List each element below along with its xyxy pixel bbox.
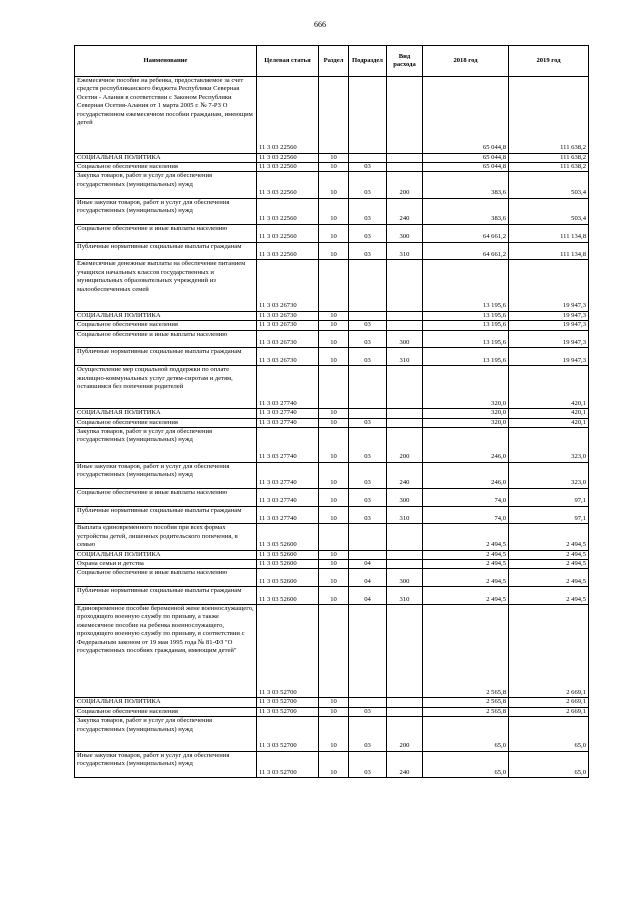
row-2019-value-cell: 2 494,5 xyxy=(509,559,589,568)
row-target-article-cell: 11 3 03 22560 xyxy=(257,77,319,154)
table-row xyxy=(75,163,589,172)
table-row xyxy=(75,311,589,320)
row-section-cell: 10 xyxy=(319,330,349,348)
row-target-article-cell: 11 3 03 52700 xyxy=(257,717,319,752)
row-name-cell: Иные закупки товаров, работ и услуг для обеспечения государственных (муниципальных) нужд xyxy=(75,462,257,488)
table-row xyxy=(75,418,589,427)
row-name-cell: Социальное обеспечение и иные выплаты населению xyxy=(75,488,257,506)
row-expense-type-cell xyxy=(387,311,423,320)
row-section-cell: 10 xyxy=(319,707,349,716)
row-2019-value-cell: 323,0 xyxy=(509,462,589,488)
row-2018-value-cell: 320,0 xyxy=(423,418,509,427)
row-target-article-cell: 11 3 03 27740 xyxy=(257,427,319,462)
row-expense-type-cell: 200 xyxy=(387,172,423,198)
table-row xyxy=(75,751,589,777)
row-2018-value-cell: 13 195,6 xyxy=(423,260,509,311)
row-section-cell: 10 xyxy=(319,569,349,587)
row-name-cell: Публичные нормативные социальные выплаты гражданам xyxy=(75,506,257,524)
row-subsection-cell xyxy=(349,366,387,409)
row-2019-value-cell: 97,1 xyxy=(509,506,589,524)
row-2019-value-cell: 19 947,3 xyxy=(509,311,589,320)
row-2018-value-cell: 383,6 xyxy=(423,172,509,198)
table-row xyxy=(75,260,589,311)
row-target-article-cell: 11 3 03 26730 xyxy=(257,321,319,330)
row-name-cell: СОЦИАЛЬНАЯ ПОЛИТИКА xyxy=(75,153,257,162)
header-section: Раздел xyxy=(319,46,349,77)
row-subsection-cell: 03 xyxy=(349,163,387,172)
row-section-cell: 10 xyxy=(319,751,349,777)
row-expense-type-cell xyxy=(387,153,423,162)
row-section-cell: 10 xyxy=(319,717,349,752)
row-name-cell: Социальное обеспечение и иные выплаты населению xyxy=(75,224,257,242)
row-name-cell: СОЦИАЛЬНАЯ ПОЛИТИКА xyxy=(75,698,257,707)
row-2018-value-cell: 65 044,8 xyxy=(423,153,509,162)
row-subsection-cell: 03 xyxy=(349,198,387,224)
table-row xyxy=(75,242,589,260)
row-2019-value-cell: 65,0 xyxy=(509,751,589,777)
row-subsection-cell: 03 xyxy=(349,751,387,777)
row-section-cell: 10 xyxy=(319,163,349,172)
row-subsection-cell: 03 xyxy=(349,172,387,198)
row-target-article-cell: 11 3 03 52600 xyxy=(257,569,319,587)
row-2019-value-cell: 19 947,3 xyxy=(509,330,589,348)
table-row xyxy=(75,717,589,752)
table-row xyxy=(75,198,589,224)
budget-table xyxy=(74,45,589,778)
row-name-cell: Закупка товаров, работ и услуг для обеспечения государственных (муниципальных) нужд xyxy=(75,717,257,752)
row-2018-value-cell: 13 195,6 xyxy=(423,330,509,348)
row-2019-value-cell: 503,4 xyxy=(509,198,589,224)
row-expense-type-cell: 300 xyxy=(387,224,423,242)
row-2019-value-cell: 97,1 xyxy=(509,488,589,506)
row-section-cell: 10 xyxy=(319,698,349,707)
row-expense-type-cell xyxy=(387,260,423,311)
row-name-cell: Социальное обеспечение населения xyxy=(75,163,257,172)
row-2018-value-cell: 64 661,2 xyxy=(423,224,509,242)
table-row xyxy=(75,550,589,559)
row-2019-value-cell: 420,1 xyxy=(509,366,589,409)
row-subsection-cell: 04 xyxy=(349,569,387,587)
row-2018-value-cell: 65,0 xyxy=(423,751,509,777)
table-row xyxy=(75,427,589,462)
row-section-cell: 10 xyxy=(319,311,349,320)
table-row xyxy=(75,77,589,154)
row-target-article-cell: 11 3 03 22560 xyxy=(257,224,319,242)
row-subsection-cell xyxy=(349,260,387,311)
row-name-cell: Социальное обеспечение и иные выплаты населению xyxy=(75,330,257,348)
row-section-cell: 10 xyxy=(319,587,349,605)
row-name-cell: Публичные нормативные социальные выплаты гражданам xyxy=(75,242,257,260)
row-name-cell: Иные закупки товаров, работ и услуг для обеспечения государственных (муниципальных) нужд xyxy=(75,751,257,777)
row-target-article-cell: 11 3 03 27740 xyxy=(257,418,319,427)
row-section-cell: 10 xyxy=(319,427,349,462)
table-row xyxy=(75,172,589,198)
row-target-article-cell: 11 3 03 52600 xyxy=(257,550,319,559)
table-row xyxy=(75,462,589,488)
row-target-article-cell: 11 3 03 27740 xyxy=(257,462,319,488)
row-section-cell: 10 xyxy=(319,224,349,242)
row-subsection-cell: 03 xyxy=(349,418,387,427)
row-subsection-cell: 04 xyxy=(349,559,387,568)
row-2018-value-cell: 2 494,5 xyxy=(423,569,509,587)
row-2019-value-cell: 323,0 xyxy=(509,427,589,462)
row-subsection-cell xyxy=(349,153,387,162)
row-section-cell xyxy=(319,524,349,550)
row-name-cell: Закупка товаров, работ и услуг для обеспечения государственных (муниципальных) нужд xyxy=(75,172,257,198)
row-subsection-cell xyxy=(349,550,387,559)
row-2018-value-cell: 246,0 xyxy=(423,462,509,488)
row-expense-type-cell xyxy=(387,604,423,697)
row-expense-type-cell: 240 xyxy=(387,751,423,777)
row-2018-value-cell: 2 494,5 xyxy=(423,524,509,550)
row-name-cell: Охрана семьи и детства xyxy=(75,559,257,568)
row-expense-type-cell: 240 xyxy=(387,198,423,224)
row-2019-value-cell: 420,1 xyxy=(509,418,589,427)
row-target-article-cell: 11 3 03 52700 xyxy=(257,604,319,697)
row-subsection-cell xyxy=(349,524,387,550)
row-2019-value-cell: 2 669,1 xyxy=(509,698,589,707)
row-subsection-cell xyxy=(349,311,387,320)
table-row xyxy=(75,348,589,366)
row-2018-value-cell: 320,0 xyxy=(423,366,509,409)
row-2018-value-cell: 2 494,5 xyxy=(423,587,509,605)
row-2018-value-cell: 2 565,8 xyxy=(423,698,509,707)
row-section-cell: 10 xyxy=(319,488,349,506)
row-section-cell: 10 xyxy=(319,153,349,162)
header-year-2019: 2019 год xyxy=(509,46,589,77)
page-number: 666 xyxy=(314,20,326,29)
row-expense-type-cell xyxy=(387,524,423,550)
row-section-cell xyxy=(319,260,349,311)
row-expense-type-cell: 200 xyxy=(387,427,423,462)
row-2019-value-cell: 111 134,8 xyxy=(509,242,589,260)
row-2018-value-cell: 2 565,8 xyxy=(423,604,509,697)
table-row xyxy=(75,506,589,524)
row-2019-value-cell: 2 669,1 xyxy=(509,707,589,716)
row-target-article-cell: 11 3 03 27740 xyxy=(257,488,319,506)
row-expense-type-cell: 300 xyxy=(387,569,423,587)
row-target-article-cell: 11 3 03 27740 xyxy=(257,506,319,524)
row-subsection-cell: 03 xyxy=(349,506,387,524)
row-expense-type-cell: 240 xyxy=(387,462,423,488)
table-row xyxy=(75,330,589,348)
row-section-cell: 10 xyxy=(319,462,349,488)
row-expense-type-cell xyxy=(387,366,423,409)
table-row xyxy=(75,409,589,418)
table-row xyxy=(75,224,589,242)
row-target-article-cell: 11 3 03 52600 xyxy=(257,559,319,568)
row-section-cell: 10 xyxy=(319,172,349,198)
row-target-article-cell: 11 3 03 52600 xyxy=(257,587,319,605)
row-expense-type-cell: 200 xyxy=(387,717,423,752)
row-2019-value-cell: 111 638,2 xyxy=(509,163,589,172)
row-2018-value-cell: 13 195,6 xyxy=(423,321,509,330)
row-2019-value-cell: 2 494,5 xyxy=(509,587,589,605)
header-subsection: Подраздел xyxy=(349,46,387,77)
row-2018-value-cell: 320,0 xyxy=(423,409,509,418)
row-section-cell: 10 xyxy=(319,242,349,260)
row-section-cell: 10 xyxy=(319,198,349,224)
table-row xyxy=(75,321,589,330)
row-expense-type-cell xyxy=(387,550,423,559)
row-target-article-cell: 11 3 03 22560 xyxy=(257,172,319,198)
row-section-cell: 10 xyxy=(319,506,349,524)
row-subsection-cell: 03 xyxy=(349,330,387,348)
row-2019-value-cell: 65,0 xyxy=(509,717,589,752)
row-section-cell: 10 xyxy=(319,409,349,418)
table-row xyxy=(75,698,589,707)
row-name-cell: Социальное обеспечение населения xyxy=(75,707,257,716)
row-subsection-cell: 03 xyxy=(349,488,387,506)
row-target-article-cell: 11 3 03 52600 xyxy=(257,524,319,550)
row-2019-value-cell: 420,1 xyxy=(509,409,589,418)
row-target-article-cell: 11 3 03 22560 xyxy=(257,153,319,162)
row-subsection-cell: 03 xyxy=(349,348,387,366)
row-name-cell: Социальное обеспечение и иные выплаты населению xyxy=(75,569,257,587)
row-expense-type-cell: 310 xyxy=(387,587,423,605)
row-section-cell xyxy=(319,366,349,409)
row-target-article-cell: 11 3 03 22560 xyxy=(257,242,319,260)
row-subsection-cell: 03 xyxy=(349,321,387,330)
table-row xyxy=(75,524,589,550)
row-subsection-cell: 03 xyxy=(349,717,387,752)
row-2018-value-cell: 246,0 xyxy=(423,427,509,462)
row-2018-value-cell: 65 044,8 xyxy=(423,77,509,154)
row-expense-type-cell xyxy=(387,409,423,418)
table-row xyxy=(75,604,589,697)
row-expense-type-cell: 310 xyxy=(387,348,423,366)
row-2018-value-cell: 74,0 xyxy=(423,488,509,506)
row-name-cell: Осуществление мер социальной поддержки по оплате жилищно-коммунальных услуг детям-сиротам и детям, оставшимся без попечения родителей xyxy=(75,366,257,409)
row-subsection-cell: 03 xyxy=(349,462,387,488)
row-name-cell: Социальное обеспечение населения xyxy=(75,321,257,330)
table-row xyxy=(75,366,589,409)
row-section-cell xyxy=(319,77,349,154)
row-2018-value-cell: 64 661,2 xyxy=(423,242,509,260)
table-row xyxy=(75,707,589,716)
row-expense-type-cell xyxy=(387,418,423,427)
row-target-article-cell: 11 3 03 52700 xyxy=(257,751,319,777)
row-expense-type-cell: 310 xyxy=(387,506,423,524)
row-subsection-cell: 04 xyxy=(349,587,387,605)
row-section-cell: 10 xyxy=(319,559,349,568)
row-name-cell: Публичные нормативные социальные выплаты гражданам xyxy=(75,348,257,366)
row-target-article-cell: 11 3 03 52700 xyxy=(257,707,319,716)
row-name-cell: Закупка товаров, работ и услуг для обеспечения государственных (муниципальных) нужд xyxy=(75,427,257,462)
row-2019-value-cell: 2 494,5 xyxy=(509,550,589,559)
row-2018-value-cell: 74,0 xyxy=(423,506,509,524)
row-2019-value-cell: 503,4 xyxy=(509,172,589,198)
row-target-article-cell: 11 3 03 26730 xyxy=(257,348,319,366)
table-row xyxy=(75,488,589,506)
row-name-cell: СОЦИАЛЬНАЯ ПОЛИТИКА xyxy=(75,550,257,559)
row-2019-value-cell: 111 134,8 xyxy=(509,224,589,242)
row-2018-value-cell: 2 494,5 xyxy=(423,559,509,568)
row-name-cell: СОЦИАЛЬНАЯ ПОЛИТИКА xyxy=(75,409,257,418)
row-expense-type-cell xyxy=(387,698,423,707)
row-target-article-cell: 11 3 03 26730 xyxy=(257,330,319,348)
row-2019-value-cell: 111 638,2 xyxy=(509,153,589,162)
row-2019-value-cell: 111 638,2 xyxy=(509,77,589,154)
row-name-cell: Ежемесячные денежные выплаты на обеспечение питанием учащихся начальных классов государственных и муниципальных образовательных учреждений из малообеспеченных семей xyxy=(75,260,257,311)
row-target-article-cell: 11 3 03 26730 xyxy=(257,260,319,311)
row-subsection-cell: 03 xyxy=(349,427,387,462)
row-expense-type-cell xyxy=(387,163,423,172)
header-target-article: Целевая статья xyxy=(257,46,319,77)
row-subsection-cell: 03 xyxy=(349,707,387,716)
row-2019-value-cell: 19 947,3 xyxy=(509,260,589,311)
table-row xyxy=(75,587,589,605)
row-expense-type-cell: 300 xyxy=(387,330,423,348)
row-2018-value-cell: 13 195,6 xyxy=(423,311,509,320)
row-2019-value-cell: 2 494,5 xyxy=(509,524,589,550)
row-name-cell: Публичные нормативные социальные выплаты гражданам xyxy=(75,587,257,605)
row-name-cell: СОЦИАЛЬНАЯ ПОЛИТИКА xyxy=(75,311,257,320)
row-section-cell: 10 xyxy=(319,321,349,330)
row-subsection-cell: 03 xyxy=(349,224,387,242)
row-2019-value-cell: 2 669,1 xyxy=(509,604,589,697)
row-name-cell: Единовременное пособие беременной жене военнослужащего, проходящего военную службу по призыву, а также ежемесячное пособие на ребенка военнослужащего, проходящего военную службу по призыву, в соответствии с Федеральным законом от 19 мая 1995 года № 81-ФЗ "О государственных пособиях гражданам, имеющим детей" xyxy=(75,604,257,697)
row-2018-value-cell: 65,0 xyxy=(423,717,509,752)
row-target-article-cell: 11 3 03 22560 xyxy=(257,198,319,224)
row-expense-type-cell xyxy=(387,559,423,568)
row-subsection-cell: 03 xyxy=(349,242,387,260)
row-target-article-cell: 11 3 03 27740 xyxy=(257,366,319,409)
table-row xyxy=(75,569,589,587)
table-body xyxy=(75,77,589,778)
row-subsection-cell xyxy=(349,409,387,418)
row-name-cell: Иные закупки товаров, работ и услуг для обеспечения государственных (муниципальных) нужд xyxy=(75,198,257,224)
row-name-cell: Выплата единовременного пособия при всех формах устройства детей, лишенных родительского попечения, в семью xyxy=(75,524,257,550)
row-2018-value-cell: 13 195,6 xyxy=(423,348,509,366)
row-2018-value-cell: 65 044,8 xyxy=(423,163,509,172)
row-target-article-cell: 11 3 03 22560 xyxy=(257,163,319,172)
row-name-cell: Ежемесячное пособие на ребенка, предоставляемое за счет средств республиканского бюджета Республики Северная Осетия - Алания в соответствии с Законом Республики Северная Осетия-Алания от 1 марта 2005 г. № 7-РЗ О государственном ежемесячном пособии гражданам, имеющим детей xyxy=(75,77,257,154)
row-subsection-cell xyxy=(349,604,387,697)
table-header-row xyxy=(75,46,589,77)
row-section-cell: 10 xyxy=(319,348,349,366)
row-expense-type-cell xyxy=(387,77,423,154)
table-row xyxy=(75,153,589,162)
row-2018-value-cell: 2 494,5 xyxy=(423,550,509,559)
row-expense-type-cell: 310 xyxy=(387,242,423,260)
row-2018-value-cell: 2 565,8 xyxy=(423,707,509,716)
header-name: Наименование xyxy=(75,46,257,77)
row-subsection-cell xyxy=(349,77,387,154)
row-target-article-cell: 11 3 03 26730 xyxy=(257,311,319,320)
row-2019-value-cell: 19 947,3 xyxy=(509,348,589,366)
row-2019-value-cell: 19 947,3 xyxy=(509,321,589,330)
row-section-cell: 10 xyxy=(319,550,349,559)
table-row xyxy=(75,559,589,568)
row-2019-value-cell: 2 494,5 xyxy=(509,569,589,587)
header-expense-type: Вид расхода xyxy=(387,46,423,77)
row-target-article-cell: 11 3 03 52700 xyxy=(257,698,319,707)
row-subsection-cell xyxy=(349,698,387,707)
header-year-2018: 2018 год xyxy=(423,46,509,77)
row-section-cell: 10 xyxy=(319,418,349,427)
row-2018-value-cell: 383,6 xyxy=(423,198,509,224)
row-expense-type-cell xyxy=(387,321,423,330)
row-section-cell xyxy=(319,604,349,697)
row-expense-type-cell xyxy=(387,707,423,716)
row-name-cell: Социальное обеспечение населения xyxy=(75,418,257,427)
row-expense-type-cell: 300 xyxy=(387,488,423,506)
row-target-article-cell: 11 3 03 27740 xyxy=(257,409,319,418)
